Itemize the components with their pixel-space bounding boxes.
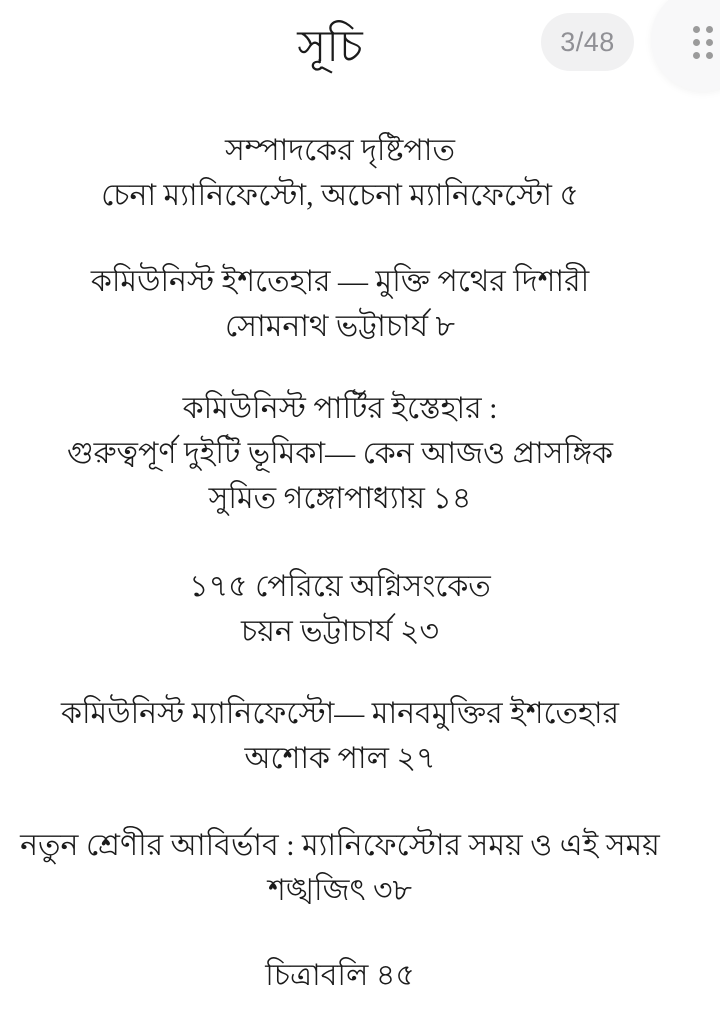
toc-line: সোমনাথ ভট্টাচার্য ৮ [225,310,455,343]
page-indicator-label: 3/48 [560,26,615,57]
toc-entry [0,259,680,349]
page-title: সূচি [297,22,363,71]
toc-entry [0,564,680,654]
toc-line: নতুন শ্রেণীর আবির্ভাব : ম্যানিফেস্টোর সময় ও এই সময় [20,829,660,862]
toc-line: চয়ন ভট্টাচার্য ২৩ [241,615,439,648]
toc-entry [0,386,680,521]
dot [693,52,700,59]
toc-line: চেনা ম্যানিফেস্টো, অচেনা ম্যানিফেস্টো ৫ [101,179,579,212]
toc-line: গুরুত্বপূর্ণ দুইটি ভূমিকা— কেন আজও প্রাসঙ্গিক [67,437,613,470]
toc-line: সম্পাদকের দৃষ্টিপাত [225,134,455,167]
toc-line: কমিউনিস্ট ম্যানিফেস্টো— মানবমুক্তির ইশতেহার [60,697,620,730]
toc-entry [0,691,680,781]
toc-entry [0,953,680,998]
toc-line: কমিউনিস্ট ইশতেহার — মুক্তি পথের দিশারী [90,265,590,298]
dot [706,26,713,33]
toc-line: অশোক পাল ২৭ [244,742,436,775]
dot [706,52,713,59]
toc-line: ১৭৫ পেরিয়ে অগ্নিসংকেত [189,570,491,603]
toc-line: কমিউনিস্ট পার্টির ইস্তেহার : [182,392,498,425]
toc-entry [0,823,680,913]
dot [706,39,713,46]
toc-line: চিত্রাবলি ৪৫ [265,959,415,992]
dot [693,26,700,33]
grid-dots-icon [693,26,713,59]
toc-line: শঙ্খজিৎ ৩৮ [268,874,412,907]
toc-line: সুমিত গঙ্গোপাধ্যায় ১৪ [208,482,472,515]
toc-entry [0,128,680,218]
dot [693,39,700,46]
